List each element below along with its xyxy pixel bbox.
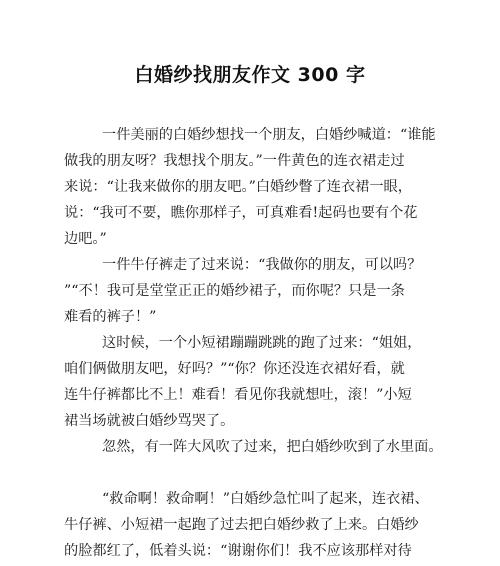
paragraph-line: “救命啊！救命啊！”白婚纱急忙叫了起来，连衣裙、 <box>102 491 429 507</box>
paragraph-line: 裙当场就被白婚纱骂哭了。 <box>64 413 235 429</box>
paragraph-line: 说：“我可不要，瞧你那样子，可真难看!起码也要有个花 <box>64 205 418 221</box>
document-body <box>64 122 443 564</box>
paragraph-line: 来说：“让我来做你的朋友吧。”白婚纱瞥了连衣裙一眼， <box>64 179 412 195</box>
paragraph-line: 忽然，有一阵大风吹了过来，把白婚纱吹到了水里面。 <box>102 439 443 455</box>
paragraph-line: 一件美丽的白婚纱想找一个朋友，白婚纱喊道：“谁能 <box>102 127 436 143</box>
paragraph-line: 一件牛仔裤走了过来说：“我做你的朋友，可以吗？ <box>102 257 422 273</box>
paragraph-gap <box>64 460 436 486</box>
paragraph-line: 连牛仔裤都比不上！难看！看见你我就想吐，滚！”小短 <box>64 387 412 403</box>
paragraph-line: 这时候，一个小短裙蹦蹦跳跳的跑了过来：“姐姐， <box>102 335 422 351</box>
paragraph-line: ”“不！我可是堂堂正正的婚纱裙子，而你呢？只是一条 <box>64 283 405 299</box>
paragraph-line: 牛仔裤、小短裙一起跑了过去把白婚纱救了上来。白婚纱 <box>64 517 419 533</box>
document-title: 白婚纱找朋友作文 300 字 <box>134 64 366 86</box>
paragraph-line: 难看的裤子！” <box>64 309 157 325</box>
paragraph-line: 做我的朋友呀？我想找个朋友。”一件黄色的连衣裙走过 <box>64 153 405 169</box>
paragraph-line: 咱们俩做朋友吧，好吗？”“你？你还没连衣裙好看，就 <box>64 361 405 377</box>
paragraph-line: 的脸都红了，低着头说：“谢谢你们！我不应该那样对待 <box>64 543 412 559</box>
paragraph-line: 边吧。” <box>64 231 107 247</box>
